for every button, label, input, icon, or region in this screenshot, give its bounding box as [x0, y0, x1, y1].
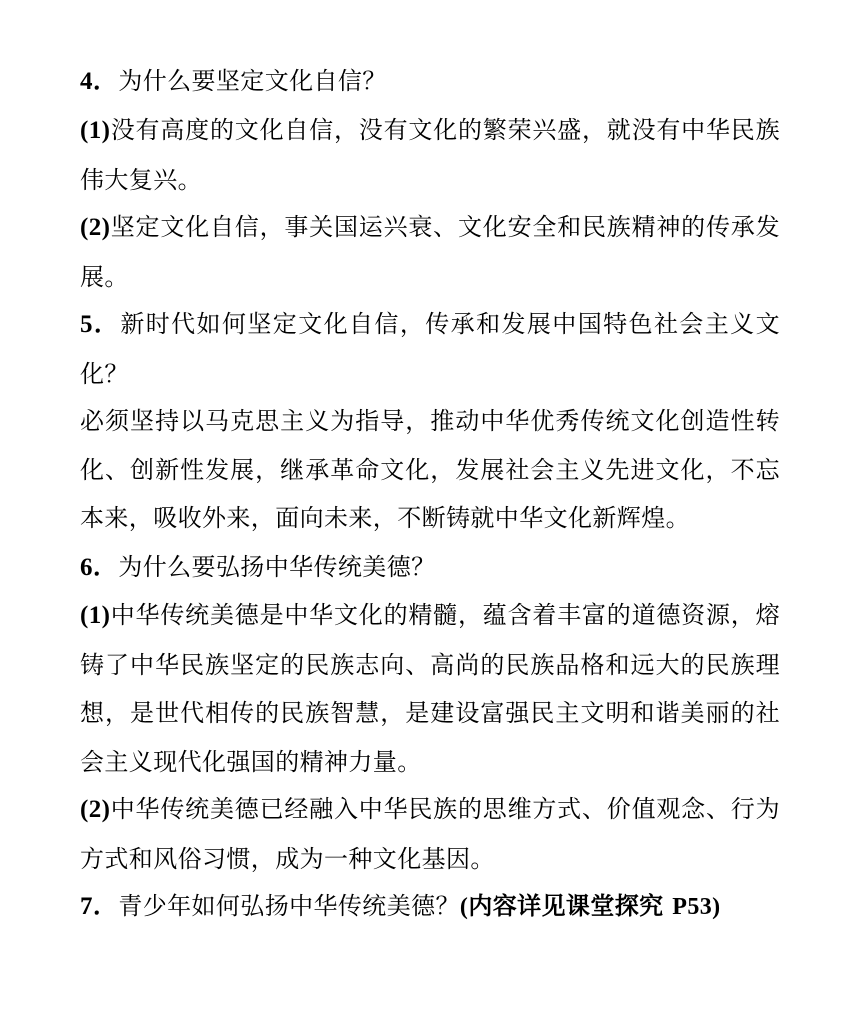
question-7 — [80, 882, 780, 932]
answer-4-2 — [80, 203, 780, 301]
answer-4-1 — [80, 106, 780, 204]
answer-text: 中华传统美德是中华文化的精髓，蕴含着丰富的道德资源，熔铸了中华民族坚定的民族志向、高尚的民族品格和远大的民族理想，是世代相传的民族智慧，是建设富强民主文明和谐美丽的社会主义现代化强国的精神力量。 — [80, 601, 780, 776]
answer-number: (1) — [80, 117, 111, 144]
answer-number: (2) — [80, 214, 111, 241]
question-number: 7． — [80, 893, 119, 920]
question-text: 新时代如何坚定文化自信，传承和发展中国特色社会主义文化？ — [80, 310, 780, 388]
question-number: 5． — [80, 311, 121, 338]
answer-text: 中华传统美德已经融入中华民族的思维方式、价值观念、行为方式和风俗习惯，成为一种文化基因。 — [80, 795, 780, 873]
note-open-paren: ( — [459, 894, 469, 920]
answer-text: 坚定文化自信，事关国运兴衰、文化安全和民族精神的传承发展。 — [80, 213, 780, 291]
answer-6-1 — [80, 591, 780, 786]
question-text: 为什么要弘扬中华传统美德？ — [118, 553, 436, 581]
question-number: 4． — [80, 68, 119, 95]
answer-6-2 — [80, 785, 780, 883]
question-5 — [80, 300, 780, 398]
reference-note: 内容详见课堂探究 — [468, 892, 673, 920]
question-text: 青少年如何弘扬中华传统美德？ — [118, 892, 460, 920]
answer-text: 没有高度的文化自信，没有文化的繁荣兴盛，就没有中华民族伟大复兴。 — [80, 116, 780, 194]
question-number: 6． — [80, 554, 119, 581]
answer-number: (2) — [80, 796, 111, 823]
answer-text: 必须坚持以马克思主义为指导，推动中华优秀传统文化创造性转化、创新性发展，继承革命文化，发展社会主义先进文化，不忘本来，吸收外来，面向未来，不断铸就中华文化新辉煌。 — [80, 407, 780, 532]
reference-page: P53 — [672, 894, 713, 920]
answer-5 — [80, 397, 780, 543]
answer-number: (1) — [80, 602, 111, 629]
question-text: 为什么要坚定文化自信？ — [118, 67, 387, 95]
note-close-paren: ) — [712, 894, 721, 920]
question-4 — [80, 57, 780, 107]
question-6 — [80, 543, 780, 593]
